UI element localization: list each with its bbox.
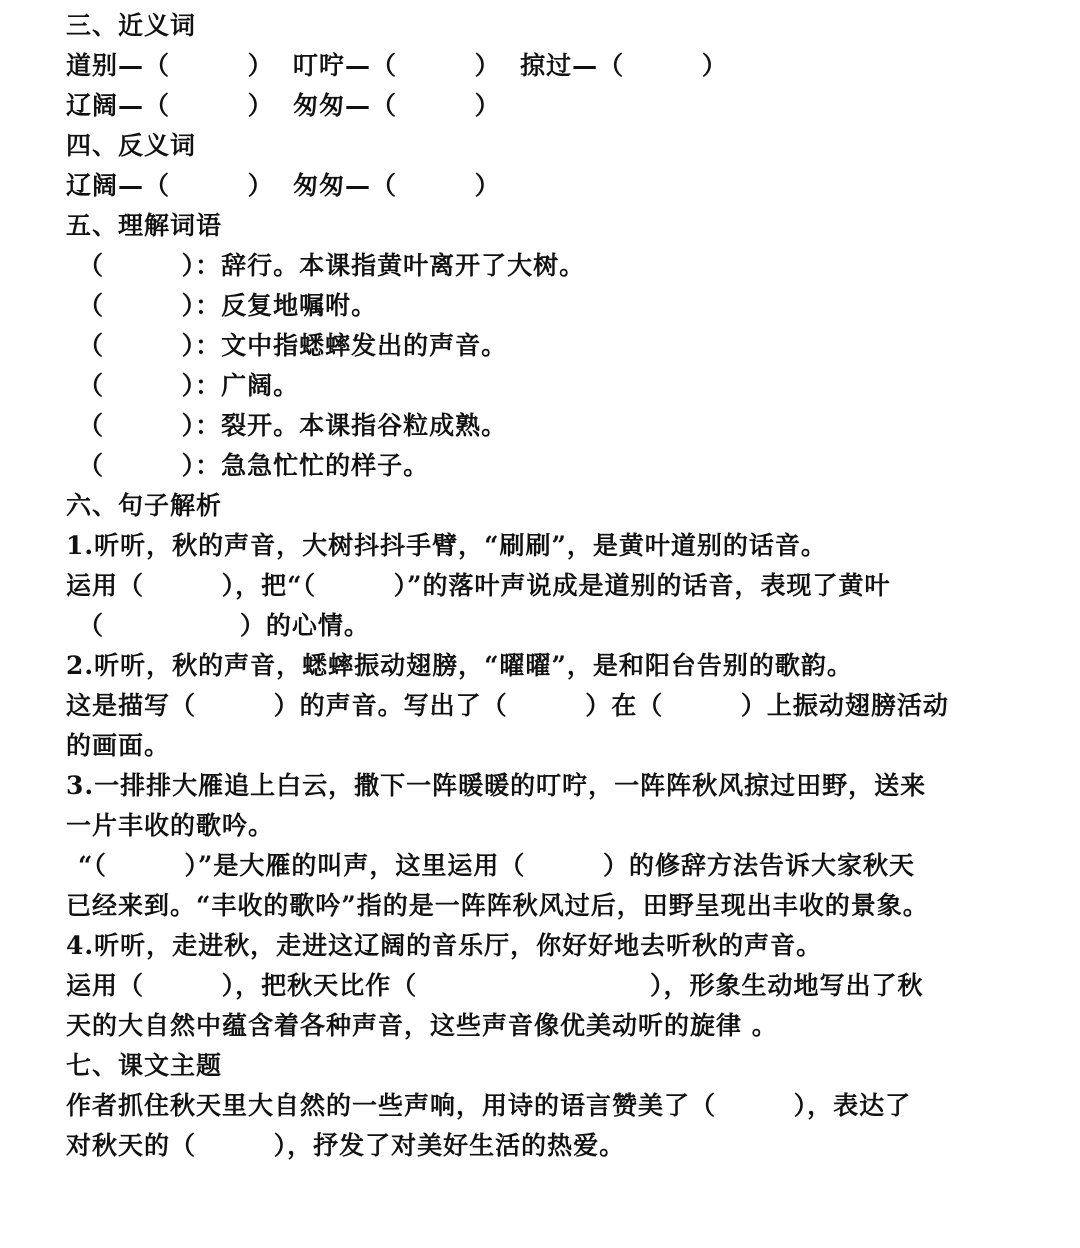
analysis-line: 1.听听，秋的声音，大树抖抖手臂，“刷刷”，是黄叶道别的话音。 — [66, 531, 827, 560]
theme-line: 作者抓住秋天里大自然的一些声响，用诗的语言赞美了（ ），表达了 — [66, 1091, 912, 1120]
section-heading-word-meaning: 五、理解词语 — [66, 211, 223, 240]
analysis-line: 运用（ ），把“（ ）”的落叶声说成是道别的话音，表现了黄叶 — [66, 571, 891, 600]
analysis-line: 2.听听，秋的声音，蟋蟀振动翅膀，“曜曜”，是和阳台告别的歌韵。 — [66, 651, 853, 680]
antonym-line: 辽阔—（ ） 匆匆—（ ） — [66, 171, 501, 200]
analysis-line: 运用（ ），把秋天比作（ ），形象生动地写出了秋 — [66, 971, 924, 1000]
analysis-line: 4.听听，走进秋，走进这辽阔的音乐厅，你好好地去听秋的声音。 — [66, 931, 823, 960]
section-heading-sentence-analysis: 六、句子解析 — [66, 491, 223, 520]
synonym-line: 辽阔—（ ） 匆匆—（ ） — [66, 91, 501, 120]
section-heading-antonyms: 四、反义词 — [66, 131, 197, 160]
word-meaning-item: （ ）：文中指蟋蟀发出的声音。 — [78, 331, 508, 360]
word-meaning-item: （ ）：裂开。本课指谷粒成熟。 — [78, 411, 508, 440]
analysis-line: 天的大自然中蕴含着各种声音，这些声音像优美动听的旋律 。 — [66, 1011, 778, 1040]
word-meaning-item: （ ）：辞行。本课指黄叶离开了大树。 — [78, 251, 586, 280]
worksheet-page — [66, 6, 1026, 1166]
analysis-line: （ ）的心情。 — [78, 611, 370, 640]
analysis-line: 一片丰收的歌吟。 — [66, 811, 275, 840]
analysis-line: “（ ）”是大雁的叫声，这里运用（ ）的修辞方法告诉大家秋天 — [78, 851, 916, 880]
analysis-line: 3.一排排大雁追上白云，撒下一阵暖暖的叮咛，一阵阵秋风掠过田野，送来 — [66, 771, 927, 800]
word-meaning-item: （ ）：急急忙忙的样子。 — [78, 451, 430, 480]
section-heading-theme: 七、课文主题 — [66, 1051, 223, 1080]
theme-line: 对秋天的（ ），抒发了对美好生活的热爱。 — [66, 1131, 626, 1160]
word-meaning-item: （ ）：广阔。 — [78, 371, 300, 400]
word-meaning-item: （ ）：反复地嘱咐。 — [78, 291, 378, 320]
analysis-line: 已经来到。“丰收的歌吟”指的是一阵阵秋风过后，田野呈现出丰收的景象。 — [66, 891, 929, 920]
section-heading-synonyms: 三、近义词 — [66, 11, 197, 40]
synonym-line: 道别—（ ） 叮咛—（ ） 掠过—（ ） — [66, 51, 728, 80]
analysis-line: 的画面。 — [66, 731, 171, 760]
analysis-line: 这是描写（ ）的声音。写出了（ ）在（ ）上振动翅膀活动 — [66, 691, 949, 720]
